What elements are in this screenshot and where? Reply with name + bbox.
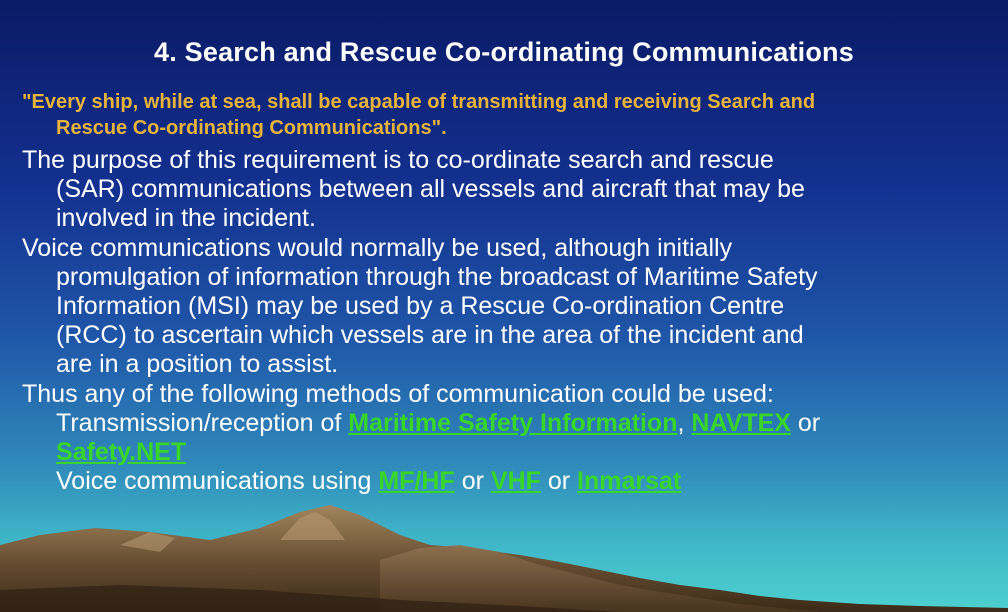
link-vhf[interactable]: VHF: [490, 467, 541, 496]
method-safetynet: [22, 438, 997, 467]
link-navtex[interactable]: NAVTEX: [691, 408, 791, 437]
link-mf-hf[interactable]: MF/HF: [378, 467, 455, 496]
paragraph-voice: [22, 234, 997, 380]
method-msi: [22, 409, 997, 438]
link-safetynet[interactable]: Safety.NET: [56, 438, 187, 467]
separator: or: [454, 467, 491, 496]
paragraph-line: Information (MSI) may be used by a Rescue Co-ordination Centre: [56, 292, 785, 321]
slide-title: 4. Search and Rescue Co-ordinating Communications: [154, 37, 854, 67]
link-maritime-safety-information[interactable]: Maritime Safety Information: [348, 408, 678, 437]
separator: or: [540, 467, 578, 496]
quote-line-2: Rescue Co-ordinating Communications".: [56, 117, 447, 139]
paragraph-methods: [22, 380, 997, 409]
regulation-quote: [22, 89, 992, 141]
paragraph-line: Voice communications would normally be used, although initially: [22, 233, 733, 262]
paragraph-line: (RCC) to ascertain which vessels are in the area of the incident and: [56, 321, 804, 350]
method-voice: [22, 467, 997, 496]
paragraph-line: are in a position to assist.: [56, 350, 339, 379]
paragraph-line: involved in the incident.: [56, 204, 316, 233]
paragraph-line: (SAR) communications between all vessels and aircraft that may be: [56, 175, 805, 204]
paragraph-line: The purpose of this requirement is to co-ordinate search and rescue: [22, 146, 774, 174]
quote-line-1: "Every ship, while at sea, shall be capable of transmitting and receiving Search and: [22, 91, 816, 113]
body-text: [22, 146, 997, 496]
separator: ,: [677, 408, 692, 437]
paragraph-line: promulgation of information through the broadcast of Maritime Safety: [56, 262, 818, 291]
link-inmarsat[interactable]: Inmarsat: [577, 467, 682, 496]
paragraph-purpose: [22, 146, 997, 234]
separator: or: [790, 408, 821, 437]
method-msi-prefix: Transmission/reception of: [56, 408, 349, 437]
paragraph-line: Thus any of the following methods of communication could be used:: [22, 379, 774, 408]
method-voice-prefix: Voice communications using: [56, 467, 379, 496]
